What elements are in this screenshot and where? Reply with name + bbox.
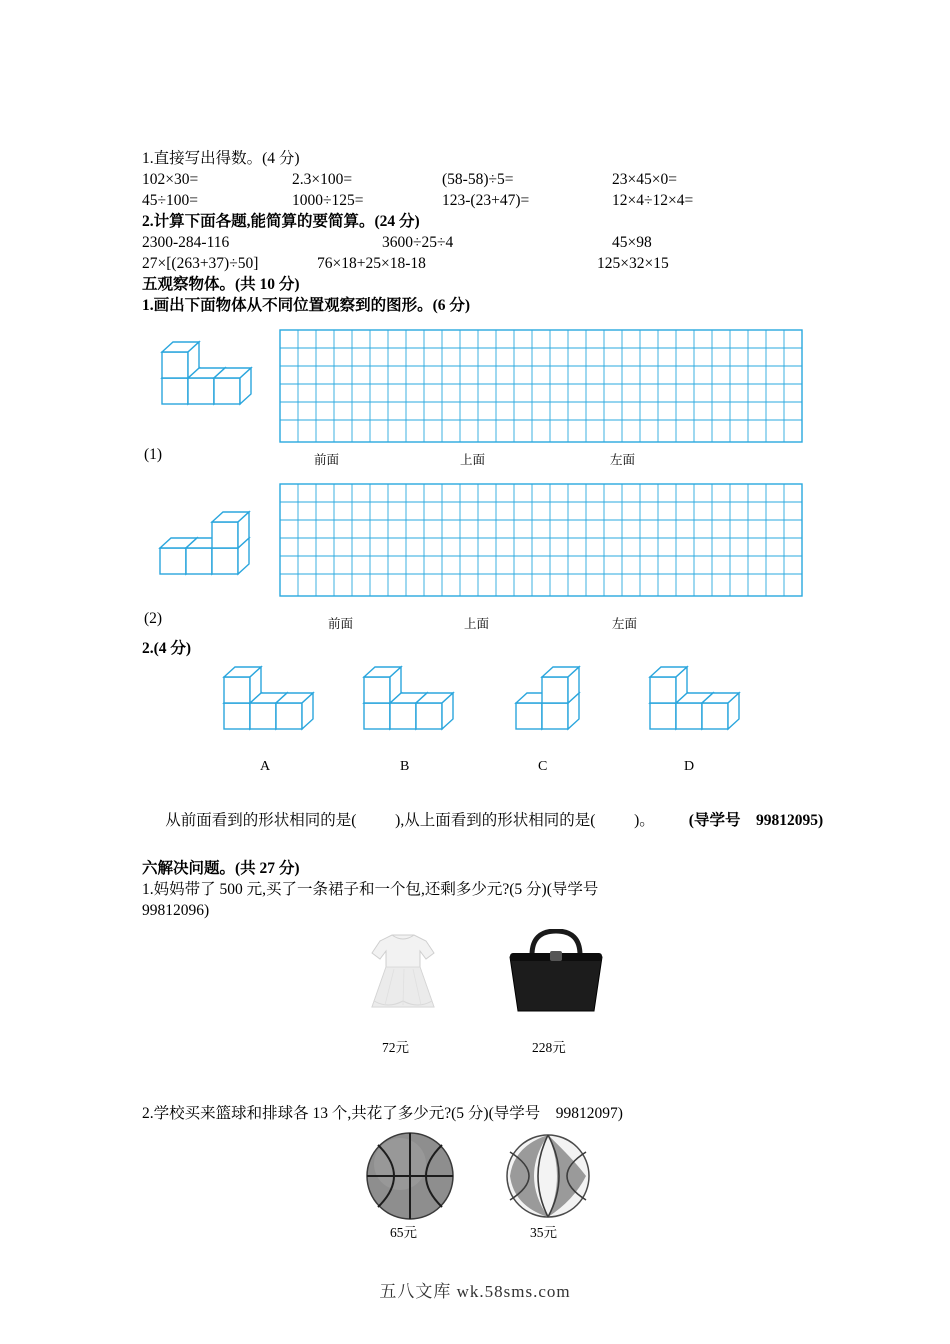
shape-option-labels xyxy=(142,759,814,779)
shape-options-row xyxy=(142,659,814,759)
q1-r2-c3: 123-(23+47)= xyxy=(442,192,530,209)
question-2-title: 2.计算下面各题,能简算的要简算。(24 分) xyxy=(142,213,420,230)
q1-r1-c1: 102×30= xyxy=(142,171,199,188)
caption-front-2: 前面 xyxy=(328,617,354,631)
question-1-title: 1.直接写出得数。(4 分) xyxy=(142,150,300,167)
q2-items-row xyxy=(142,1130,814,1240)
question-2-row-1 xyxy=(142,232,814,253)
caption-left-1: 左面 xyxy=(610,453,636,467)
section-six-q2-text: 2.学校买来篮球和排球各 13 个,共花了多少元?(5 分)(导学号 99812097) xyxy=(142,1105,623,1122)
q1-items-row xyxy=(142,929,814,1055)
q1-r1-c4: 23×45×0= xyxy=(612,171,677,188)
basketball-price: 65元 xyxy=(390,1225,417,1240)
caption-top-1: 上面 xyxy=(460,453,486,467)
q2-ref: (导学号 99812095) xyxy=(688,812,824,829)
observe-figure-1-index: (1) xyxy=(144,446,163,463)
section-five-q2-question xyxy=(142,789,824,852)
observe-figure-1 xyxy=(142,316,814,468)
observe-figure-2 xyxy=(142,470,814,638)
section-six-q1-text: 1.妈妈带了 500 元,买了一条裙子和一个包,还剩多少元?(5 分)(导学号 xyxy=(142,881,599,898)
section-six-heading: 六解决问题。(共 27 分) xyxy=(142,860,300,877)
volleyball-price: 35元 xyxy=(530,1225,557,1240)
q1-r2-c4: 12×4÷12×4= xyxy=(612,192,694,209)
shape-label-a: A xyxy=(260,759,271,774)
q2-r1-c3: 45×98 xyxy=(612,234,652,251)
caption-front-1: 前面 xyxy=(314,453,340,467)
section-six-q1-ref: 99812096) xyxy=(142,902,210,919)
section-five-heading: 五观察物体。(共 10 分) xyxy=(142,276,300,293)
bag-price: 228元 xyxy=(532,1040,566,1055)
section-five-q1-title: 1.画出下面物体从不同位置观察到的图形。(6 分) xyxy=(142,297,471,314)
footer-watermark: 五八文库 wk.58sms.com xyxy=(379,1282,571,1301)
shape-label-b: B xyxy=(400,759,410,774)
question-1-row-2 xyxy=(142,190,814,211)
shape-options-svg xyxy=(142,659,814,757)
q2-r2-c2: 76×18+25×18-18 xyxy=(317,255,426,272)
question-1-row-1 xyxy=(142,169,814,190)
observe-figure-2-svg xyxy=(142,470,814,622)
observe-figure-1-svg xyxy=(142,316,814,456)
shape-label-c: C xyxy=(538,759,548,774)
q1-r2-c2: 1000÷125= xyxy=(292,192,364,209)
q2-r1-c2: 3600÷25÷4 xyxy=(382,234,454,251)
q1-r2-c1: 45÷100= xyxy=(142,192,198,209)
q2-r1-c1: 2300-284-116 xyxy=(142,234,230,251)
shape-label-d: D xyxy=(684,759,695,774)
q1-r1-c3: (58-58)÷5= xyxy=(442,171,514,188)
section-five-q2-title: 2.(4 分) xyxy=(142,640,192,657)
question-2-row-2 xyxy=(142,253,814,274)
balls-svg xyxy=(142,1130,814,1222)
q2-r2-c1: 27×[(263+37)÷50] xyxy=(142,255,259,272)
observe-figure-2-captions xyxy=(142,610,814,632)
q2-question-text: 从前面看到的形状相同的是( ),从上面看到的形状相同的是( )。 xyxy=(165,812,655,829)
observe-figure-1-captions xyxy=(142,446,814,468)
q1-r1-c2: 2.3×100= xyxy=(292,171,353,188)
q2-r2-c3: 125×32×15 xyxy=(597,255,669,272)
caption-top-2: 上面 xyxy=(464,617,490,631)
worksheet-content xyxy=(142,148,824,1240)
caption-left-2: 左面 xyxy=(612,617,638,631)
skirt-price: 72元 xyxy=(382,1040,409,1055)
observe-figure-2-index: (2) xyxy=(144,610,163,627)
skirt-bag-svg xyxy=(142,929,814,1039)
